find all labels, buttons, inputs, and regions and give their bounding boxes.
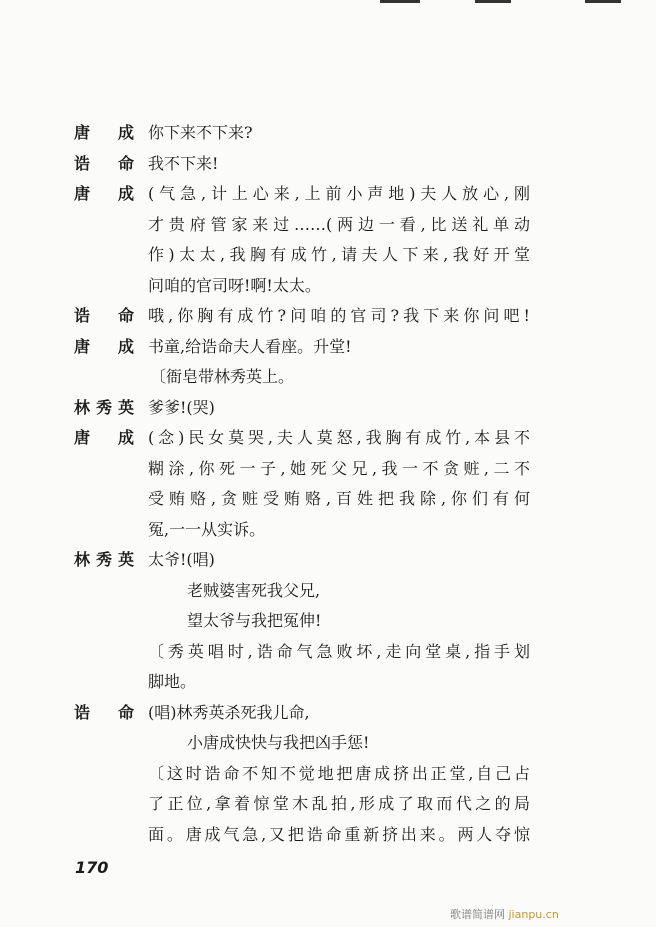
dialogue-text: 〔这时诰命不知不觉地把唐成挤出正堂,自己占	[148, 763, 530, 783]
sung-verse: 老贼婆害死我父兄,	[187, 580, 321, 600]
sung-verse: 小唐成快快与我把凶手惩!	[187, 733, 370, 752]
dialogue-text: 作)太太,我胸有成竹,请夫人下来,我好开堂	[148, 245, 530, 264]
watermark-site: jianpu.cn	[508, 908, 559, 921]
dialogue-text: 爹爹!(哭)	[148, 397, 215, 417]
scan-edge-mark	[475, 0, 511, 3]
script-line	[0, 118, 656, 149]
script-line	[0, 301, 656, 332]
speaker-name: 诰命	[74, 306, 134, 325]
dialogue-text: 才贵府管家来过……(两边一看,比送礼单动	[148, 214, 530, 234]
script-line	[0, 271, 656, 302]
script-line	[0, 423, 656, 454]
sung-verse: 望太爷与我把冤伸!	[187, 611, 322, 630]
script-line	[0, 240, 656, 271]
dialogue-text: 你下来不下来?	[148, 123, 253, 142]
scan-edge-mark	[380, 0, 420, 3]
dialogue-text: 受贿赂,贪赃受贿赂,百姓把我除,你们有何	[148, 489, 530, 508]
speaker-name: 唐成	[74, 184, 134, 203]
scan-edge-mark	[585, 0, 621, 3]
speaker-name: 诰命	[74, 702, 134, 722]
dialogue-text: 了正位,拿着惊堂木乱拍,形成了取而代之的局	[148, 794, 530, 813]
script-line	[0, 393, 656, 424]
dialogue-text: 书童,给诰命夫人看座。升堂!	[148, 336, 352, 356]
dialogue-text: 太爷!(唱)	[148, 550, 215, 569]
script-line	[0, 362, 656, 393]
script-line	[0, 149, 656, 180]
dialogue-text: (唱)林秀英杀死我儿命,	[148, 702, 310, 722]
script-line	[0, 820, 656, 851]
script-line	[0, 515, 656, 546]
script-line	[0, 667, 656, 698]
dialogue-text: (念)民女莫哭,夫人莫怒,我胸有成竹,本县不	[148, 428, 530, 447]
dialogue-text: 我不下来!	[148, 153, 219, 173]
script-line	[0, 789, 656, 820]
speaker-name: 林秀英	[74, 397, 134, 417]
speaker-name: 诰命	[74, 153, 134, 173]
script-line	[0, 728, 656, 759]
dialogue-text: 糊涂,你死一子,她死父兄,我一不贪赃,二不	[148, 458, 530, 478]
script-line	[0, 545, 656, 576]
script-body	[0, 118, 656, 850]
script-line	[0, 210, 656, 241]
script-line	[0, 179, 656, 210]
speaker-name: 唐成	[74, 123, 134, 142]
dialogue-text: 〔秀英唱时,诰命气急败坏,走向堂桌,指手划	[148, 641, 530, 661]
dialogue-text: 冤,一一从实诉。	[148, 519, 266, 539]
dialogue-text: 问咱的官司呀!啊!太太。	[148, 275, 321, 295]
page-number: 170	[75, 858, 109, 877]
script-line	[0, 606, 656, 637]
dialogue-text: (气急,计上心来,上前小声地)夫人放心,刚	[148, 184, 530, 203]
watermark	[450, 906, 559, 922]
dialogue-text: 脚地。	[148, 672, 197, 691]
dialogue-text: 面。唐成气急,又把诰命重新挤出来。两人夺惊	[148, 824, 530, 844]
script-line	[0, 637, 656, 668]
script-line	[0, 484, 656, 515]
script-line	[0, 698, 656, 729]
script-line	[0, 759, 656, 790]
speaker-name: 唐成	[74, 336, 134, 356]
speaker-name: 林秀英	[74, 550, 134, 569]
watermark-cn: 歌谱简谱网	[450, 908, 505, 921]
script-line	[0, 454, 656, 485]
speaker-name: 唐成	[74, 428, 134, 447]
script-line	[0, 332, 656, 363]
script-line	[0, 576, 656, 607]
dialogue-text: 哦,你胸有成竹?问咱的官司?我下来你问吧!	[148, 306, 530, 325]
stage-direction: 〔衙皂带林秀英上。	[150, 367, 295, 386]
